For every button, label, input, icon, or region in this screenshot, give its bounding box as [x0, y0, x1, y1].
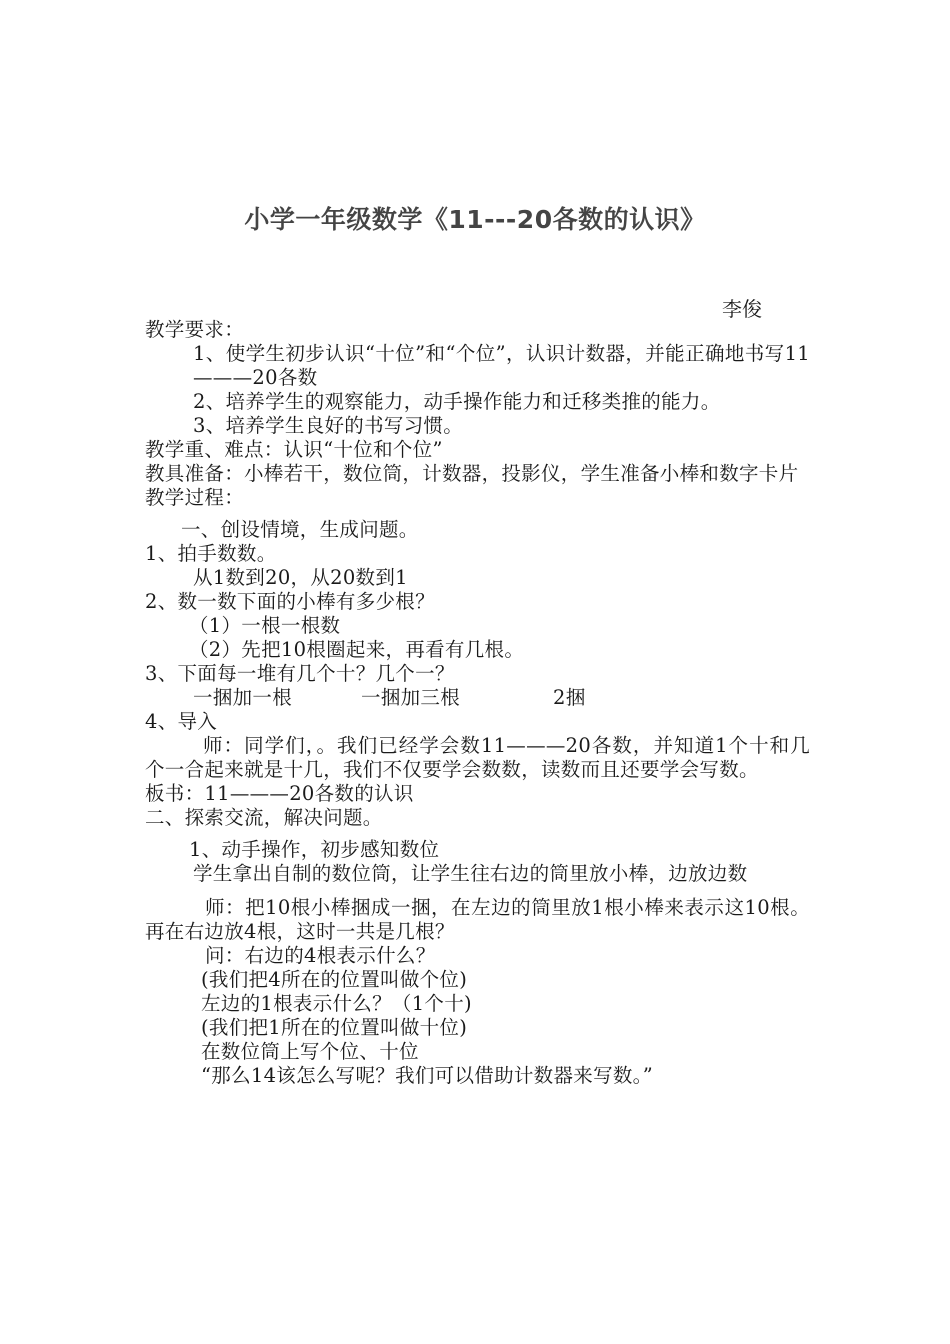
step-1-2: 2、数一数下面的小棒有多少根？ [145, 590, 435, 613]
step-1-4a: 师：同学们，。我们已经学会数11———20各数，并知道1个十和几个一合起来就是十几，我们不仅要学会数数，读数而且还要学会写数。 [145, 734, 810, 781]
bundle-1: 一捆加一根 [193, 686, 293, 709]
question-1-note: (我们把4所在的位置叫做个位) [201, 968, 468, 991]
section-2-heading: 二、探索交流，解决问题。 [145, 806, 383, 829]
question-3: 在数位筒上写个位、十位 [201, 1040, 419, 1063]
bundle-3: 2捆 [553, 686, 586, 709]
section-1-heading: 一、创设情境，生成问题。 [181, 518, 419, 541]
key-points: 教学重、难点：认识“十位和个位” [145, 438, 443, 461]
document-title: 小学一年级数学《11---20各数的认识》 [244, 205, 706, 234]
step-1-2b: （2）先把10根圈起来，再看有几根。 [189, 638, 525, 661]
question-2-note: (我们把1所在的位置叫做十位) [201, 1016, 468, 1039]
document-body [145, 318, 810, 1088]
step-1-1: 1、拍手数数。 [145, 542, 277, 565]
requirement-1: 1、使学生初步认识“十位”和“个位”，认识计数器，并能正确地书写11———20各数 [193, 342, 810, 389]
question-1: 问：右边的4根表示什么？ [205, 944, 436, 967]
requirement-3: 3、培养学生良好的书写习惯。 [193, 414, 464, 437]
step-1-2a: （1）一根一根数 [189, 614, 341, 637]
board-writing: 板书：11———20各数的认识 [145, 782, 414, 805]
step-2-1b: 师：把10根小棒捆成一捆，在左边的筒里放1根小棒来表示这10根。再在右边放4根，这时一共是几根？ [145, 896, 810, 943]
step-1-4: 4、导入 [145, 710, 218, 733]
question-2: 左边的1根表示什么？（1个十) [201, 992, 472, 1015]
author-name: 李俊 [722, 297, 762, 321]
bundle-row [145, 686, 810, 710]
bundle-2: 一捆加三根 [361, 686, 461, 709]
process-heading: 教学过程： [145, 486, 245, 509]
question-4: “那么14该怎么写呢？我们可以借助计数器来写数。” [201, 1064, 654, 1087]
requirement-2: 2、培养学生的观察能力，动手操作能力和迁移类推的能力。 [193, 390, 721, 413]
step-2-1a: 学生拿出自制的数位筒，让学生往右边的筒里放小棒，边放边数 [193, 862, 748, 885]
requirements-heading: 教学要求： [145, 318, 245, 341]
materials: 教具准备：小棒若干，数位筒，计数器，投影仪，学生准备小棒和数字卡片 [145, 462, 799, 485]
step-2-1: 1、动手操作，初步感知数位 [189, 838, 440, 861]
step-1-1a: 从1数到20，从20数到1 [193, 566, 408, 589]
step-1-3: 3、下面每一堆有几个十？几个一？ [145, 662, 455, 685]
